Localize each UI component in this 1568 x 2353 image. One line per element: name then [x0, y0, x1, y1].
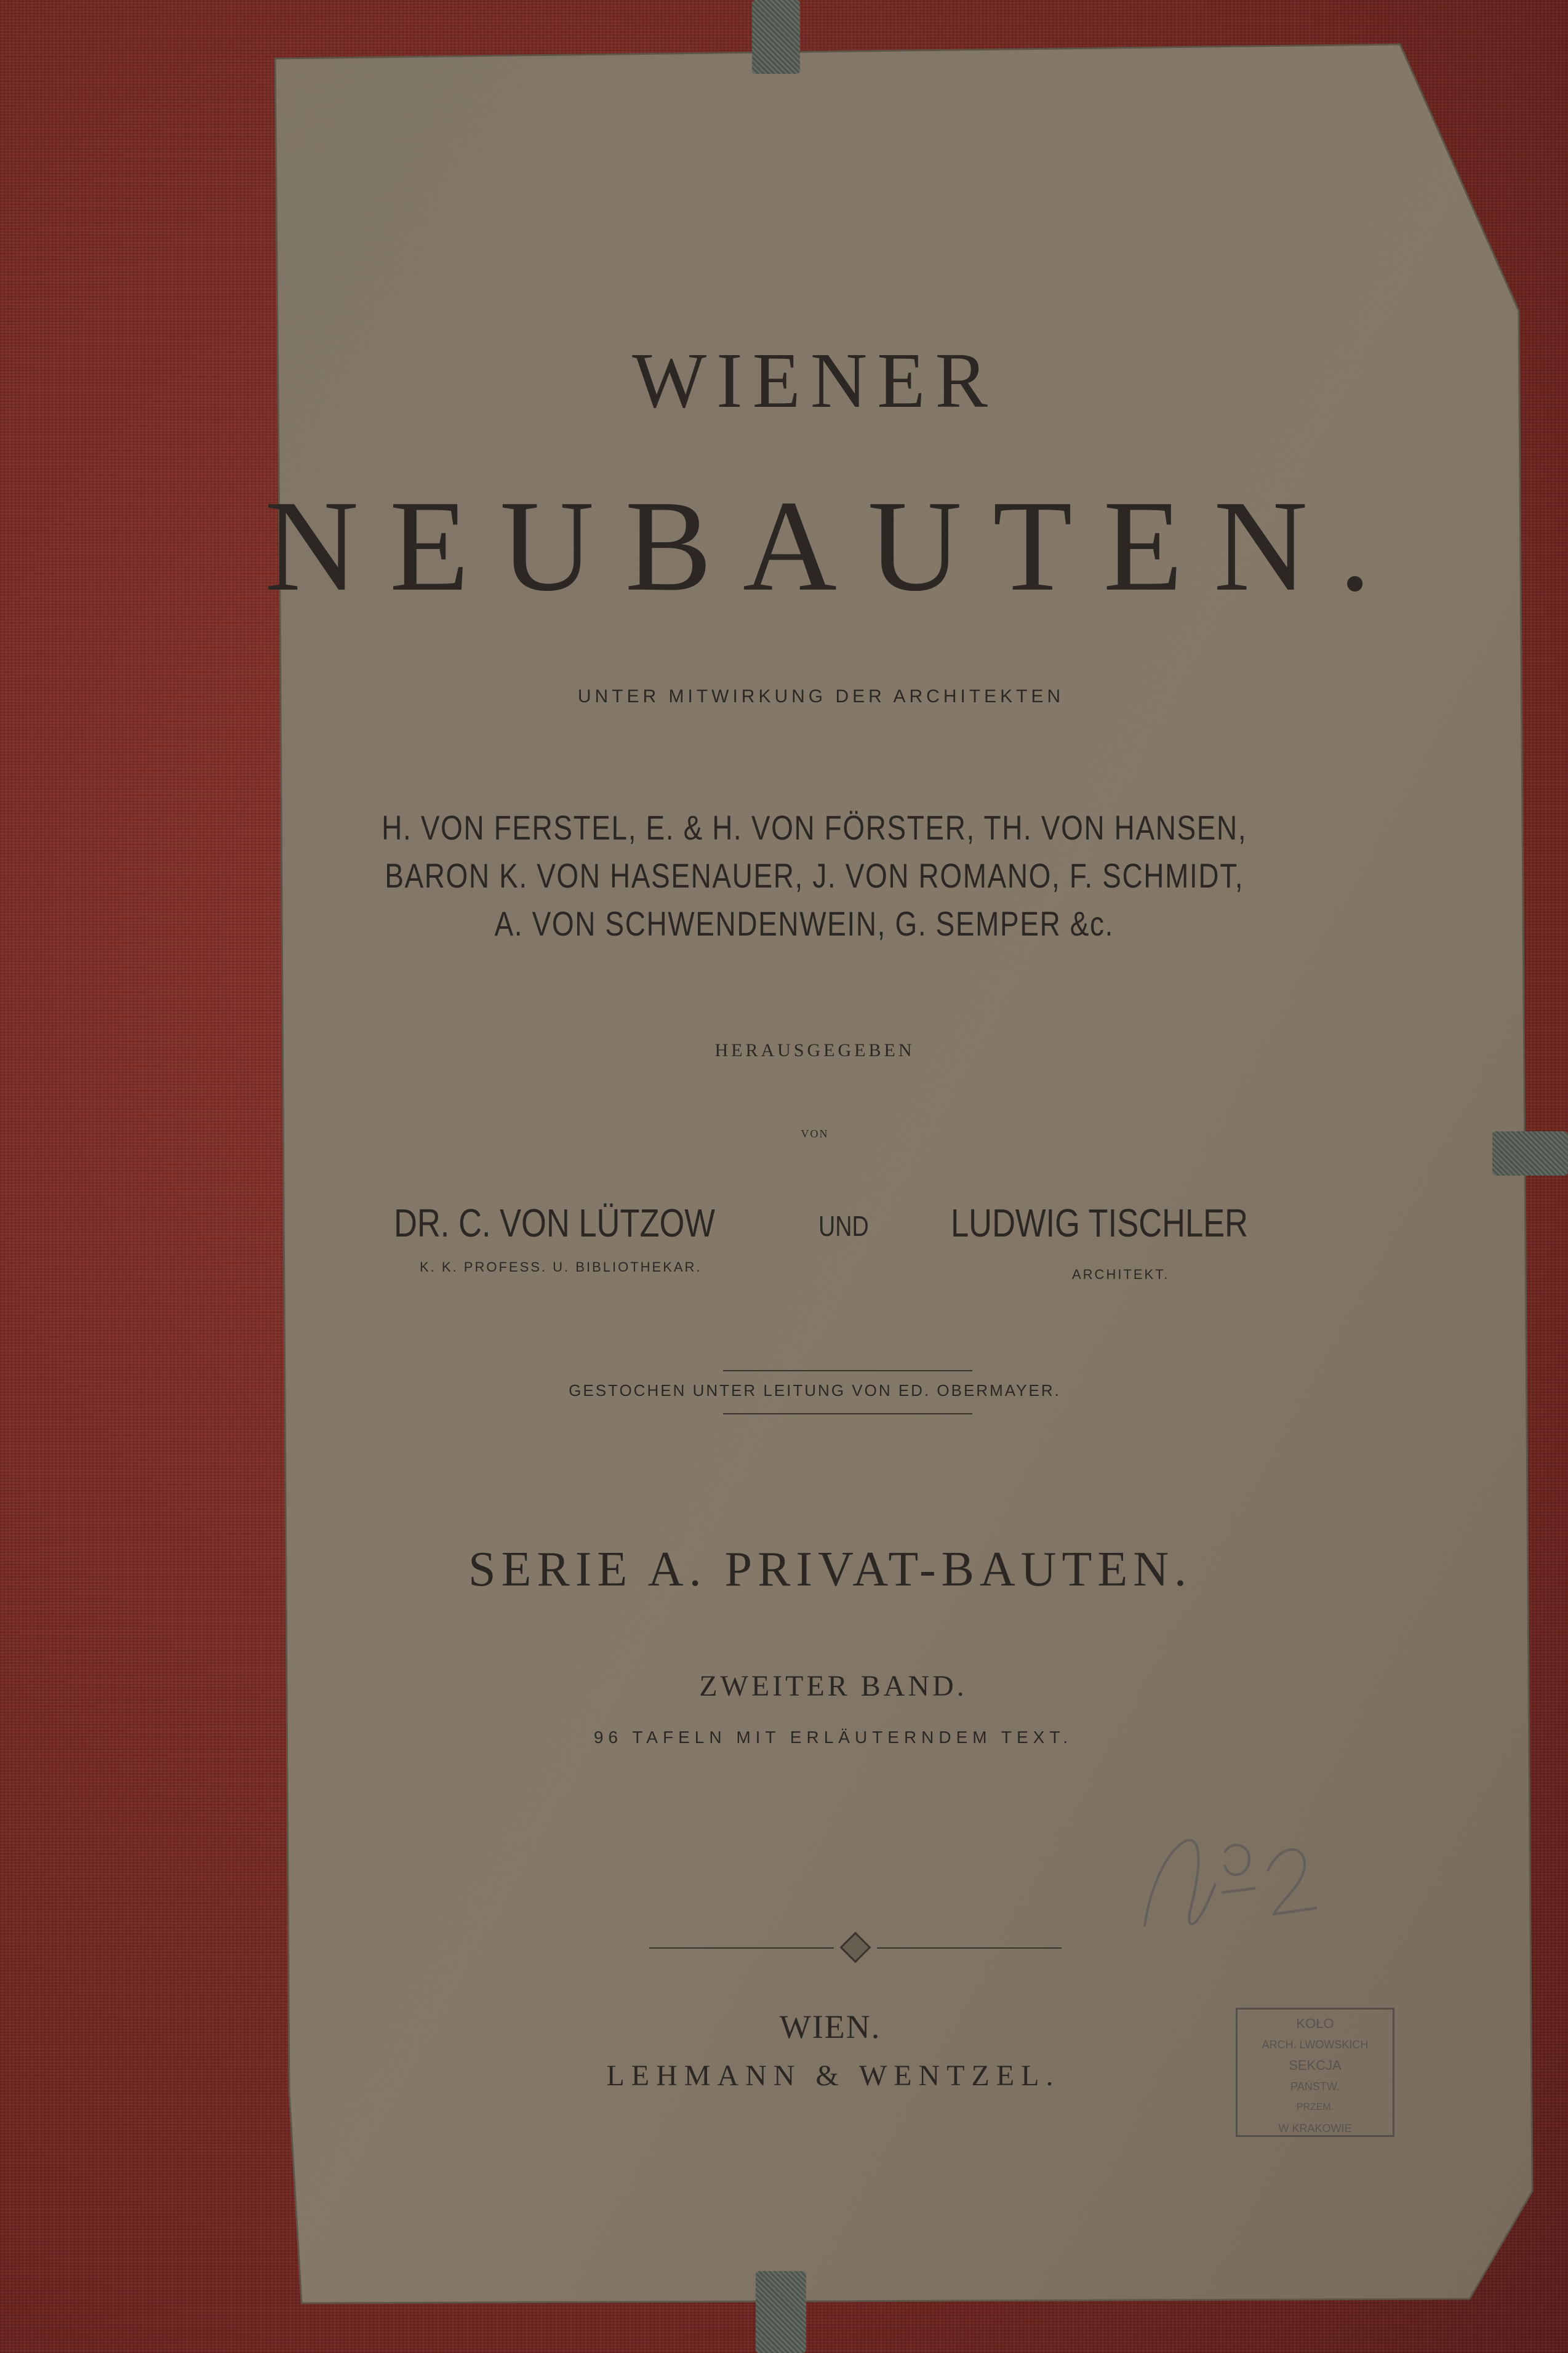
- plates-count: 96 TAFELN MIT ERLÄUTERNDEM TEXT.: [593, 1728, 1073, 1747]
- stamp-line: ARCH. LWOWSKICH: [1262, 2038, 1369, 2051]
- ribbon-tie-bottom: [756, 2271, 806, 2353]
- von-label: VON: [801, 1128, 829, 1140]
- title-line-1: WIENER: [632, 337, 998, 424]
- contributors-line-3: A. VON SCHWENDENWEIN, G. SEMPER &c.: [494, 904, 1114, 943]
- title-line-2: NEUBAUTEN.: [264, 473, 1402, 618]
- ornamental-rule-left: [649, 1947, 834, 1949]
- rule-above-engraving: [723, 1370, 972, 1371]
- stamp-line: KOŁO: [1296, 2016, 1334, 2031]
- editor-2-role: ARCHITEKT.: [1072, 1267, 1170, 1282]
- ribbon-tie-top: [752, 0, 800, 74]
- editor-1-name: DR. C. VON LÜTZOW: [394, 1201, 715, 1245]
- contributors-line-1: H. VON FERSTEL, E. & H. VON FÖRSTER, TH. VON HANSEN,: [382, 808, 1247, 847]
- conjunction-und: UND: [818, 1210, 869, 1242]
- stamp-line: PRZEM.: [1296, 2102, 1334, 2112]
- editor-2-name: LUDWIG TISCHLER: [951, 1201, 1249, 1245]
- ornamental-rule-right: [877, 1947, 1062, 1949]
- volume-label: ZWEITER BAND.: [699, 1670, 967, 1702]
- stamp-line: W KRAKOWIE: [1278, 2122, 1352, 2135]
- engraving-credit: GESTOCHEN UNTER LEITUNG VON ED. OBERMAYER.: [569, 1381, 1061, 1400]
- published-by-heading: HERAUSGEGEBEN: [714, 1040, 915, 1060]
- editor-1-role: K. K. PROFESS. U. BIBLIOTHEKAR.: [420, 1259, 702, 1275]
- stamp-line: PAŃSTW.: [1290, 2080, 1340, 2093]
- contributors-line-2: BARON K. VON HASENAUER, J. VON ROMANO, F. SCHMIDT,: [385, 856, 1244, 895]
- imprint-publisher: LEHMANN & WENTZEL.: [606, 2059, 1060, 2092]
- imprint-city: WIEN.: [779, 2008, 881, 2045]
- rule-below-engraving: [723, 1413, 972, 1414]
- library-stamp: [1236, 2008, 1394, 2137]
- stamp-line: SEKCJA: [1289, 2058, 1342, 2073]
- contributors-intro: UNTER MITWIRKUNG DER ARCHITEKTEN: [577, 686, 1065, 707]
- series-title: SERIE A. PRIVAT-BAUTEN.: [468, 1542, 1193, 1597]
